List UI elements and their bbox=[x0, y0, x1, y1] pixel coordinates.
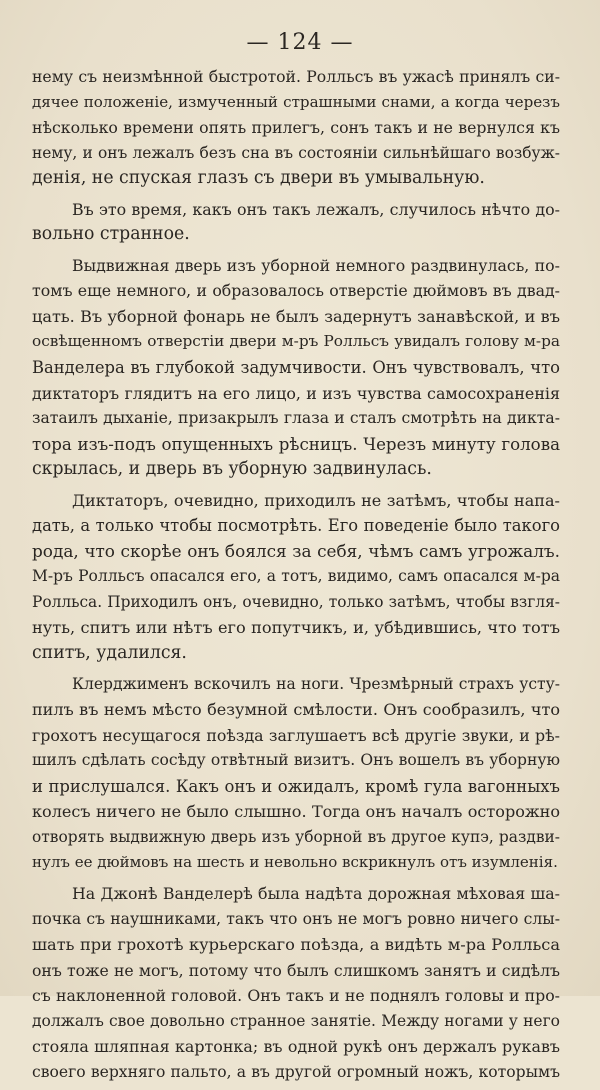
body-text bbox=[32, 64, 560, 1090]
paragraph-1 bbox=[32, 64, 560, 192]
text-line: грохотъ несущагося поѣзда заглушаетъ всѣ другіе звуки, и рѣ- bbox=[32, 725, 560, 745]
text-line: томъ еще немного, и образовалось отверстіе дюймовъ въ двад- bbox=[32, 281, 560, 301]
text-line: скрылась, и дверь въ уборную задвинулась. bbox=[32, 459, 432, 480]
text-line: стояла шляпная картонка; въ одной рукѣ онъ держалъ рукавъ bbox=[32, 1037, 560, 1057]
text-line: вольно странное. bbox=[32, 224, 190, 245]
text-line: Диктаторъ, очевидно, приходилъ не затѣмъ, чтобы напа- bbox=[72, 490, 560, 510]
text-line: затаилъ дыханіе, призакрылъ глаза и сталъ смотрѣть на дикта- bbox=[32, 409, 560, 428]
text-line: дячее положеніе, измученный страшными снами, а когда черезъ bbox=[32, 92, 560, 111]
page-number: — 124 — bbox=[246, 30, 354, 55]
text-line: тора изъ-подъ опущенныхъ рѣсницъ. Черезъ минуту голова bbox=[32, 434, 560, 454]
text-line: нуть, спитъ или нѣтъ его попутчикъ, и, убѣдившись, что тотъ bbox=[32, 618, 560, 638]
text-line: рода, что скорѣе онъ боялся за себя, чѣмъ самъ угрожалъ. bbox=[32, 540, 560, 561]
text-line: съ наклоненной головой. Онъ такъ и не поднялъ головы и про- bbox=[32, 986, 560, 1006]
text-line: онъ тоже не могъ, потому что былъ слишкомъ занятъ и сидѣлъ bbox=[32, 960, 560, 980]
text-line: пилъ въ немъ мѣсто безумной смѣлости. Онъ сообразилъ, что bbox=[32, 700, 560, 720]
paragraph-2 bbox=[32, 197, 560, 248]
text-line: должалъ свое довольно странное занятіе. Между ногами у него bbox=[32, 1011, 560, 1030]
text-line: Въ это время, какъ онъ такъ лежалъ, случилось нѣчто до- bbox=[72, 199, 560, 219]
text-line: денія, не спуская глазъ съ двери въ умывальную. bbox=[32, 168, 485, 189]
text-line: нѣсколько времени опять прилегъ, сонъ такъ и не вернулся къ bbox=[32, 118, 560, 138]
text-line: колесъ ничего не было слышно. Тогда онъ началъ осторожно bbox=[32, 802, 560, 822]
text-line: шать при грохотѣ курьерскаго поѣзда, а видѣть м-ра Ролльса bbox=[32, 935, 560, 955]
text-line: шилъ сдѣлать сосѣду отвѣтный визитъ. Онъ вошелъ въ уборную bbox=[32, 751, 560, 770]
text-line: Ванделера въ глубокой задумчивости. Онъ чувствовалъ, что bbox=[32, 358, 560, 378]
text-line: Клерджименъ вскочилъ на ноги. Чрезмѣрный страхъ усту- bbox=[72, 674, 560, 693]
text-line: дать, а только чтобы посмотрѣть. Его поведеніе было такого bbox=[32, 516, 560, 536]
paragraph-3 bbox=[32, 253, 560, 483]
text-line: нулъ ее дюймовъ на шесть и невольно вскрикнулъ отъ изумленія. bbox=[32, 853, 558, 872]
text-line: освѣщенномъ отверстіи двери м-ръ Ролльсъ увидалъ голову м-ра bbox=[32, 332, 560, 351]
text-line: диктаторъ глядитъ на его лицо, и изъ чувства самосохраненія bbox=[32, 383, 560, 403]
text-line: своего верхняго пальто, а въ другой огромный ножъ, которымъ bbox=[32, 1062, 560, 1081]
text-line: нему, и онъ лежалъ безъ сна въ состояніи сильнѣйшаго возбуж- bbox=[32, 143, 560, 162]
text-line: отворять выдвижную дверь изъ уборной въ другое купэ, раздви- bbox=[32, 827, 560, 846]
paragraph-6 bbox=[32, 881, 560, 1085]
text-line: М-ръ Ролльсъ опасался его, а тотъ, видимо, самъ опасался м-ра bbox=[32, 567, 560, 586]
text-line: и прислушался. Какъ онъ и ожидалъ, кромѣ гула вагонныхъ bbox=[32, 776, 560, 796]
text-line: нему съ неизмѣнной быстротой. Ролльсъ въ ужасѣ принялъ си- bbox=[32, 67, 560, 86]
text-line: почка съ наушниками, такъ что онъ не могъ ровно ничего слы- bbox=[32, 909, 560, 928]
text-line: На Джонѣ Ванделерѣ была надѣта дорожная мѣховая ша- bbox=[72, 883, 560, 903]
text-line: Выдвижная дверь изъ уборной немного раздвинулась, по- bbox=[72, 255, 560, 275]
text-line: Ролльса. Приходилъ онъ, очевидно, только затѣмъ, чтобы взгля- bbox=[32, 592, 560, 611]
text-line: спитъ, удалился. bbox=[32, 643, 187, 664]
text-line: цать. Въ уборной фонарь не былъ задернутъ занавѣской, и въ bbox=[32, 306, 560, 326]
paragraph-5 bbox=[32, 672, 560, 876]
paragraph-4 bbox=[32, 488, 560, 667]
